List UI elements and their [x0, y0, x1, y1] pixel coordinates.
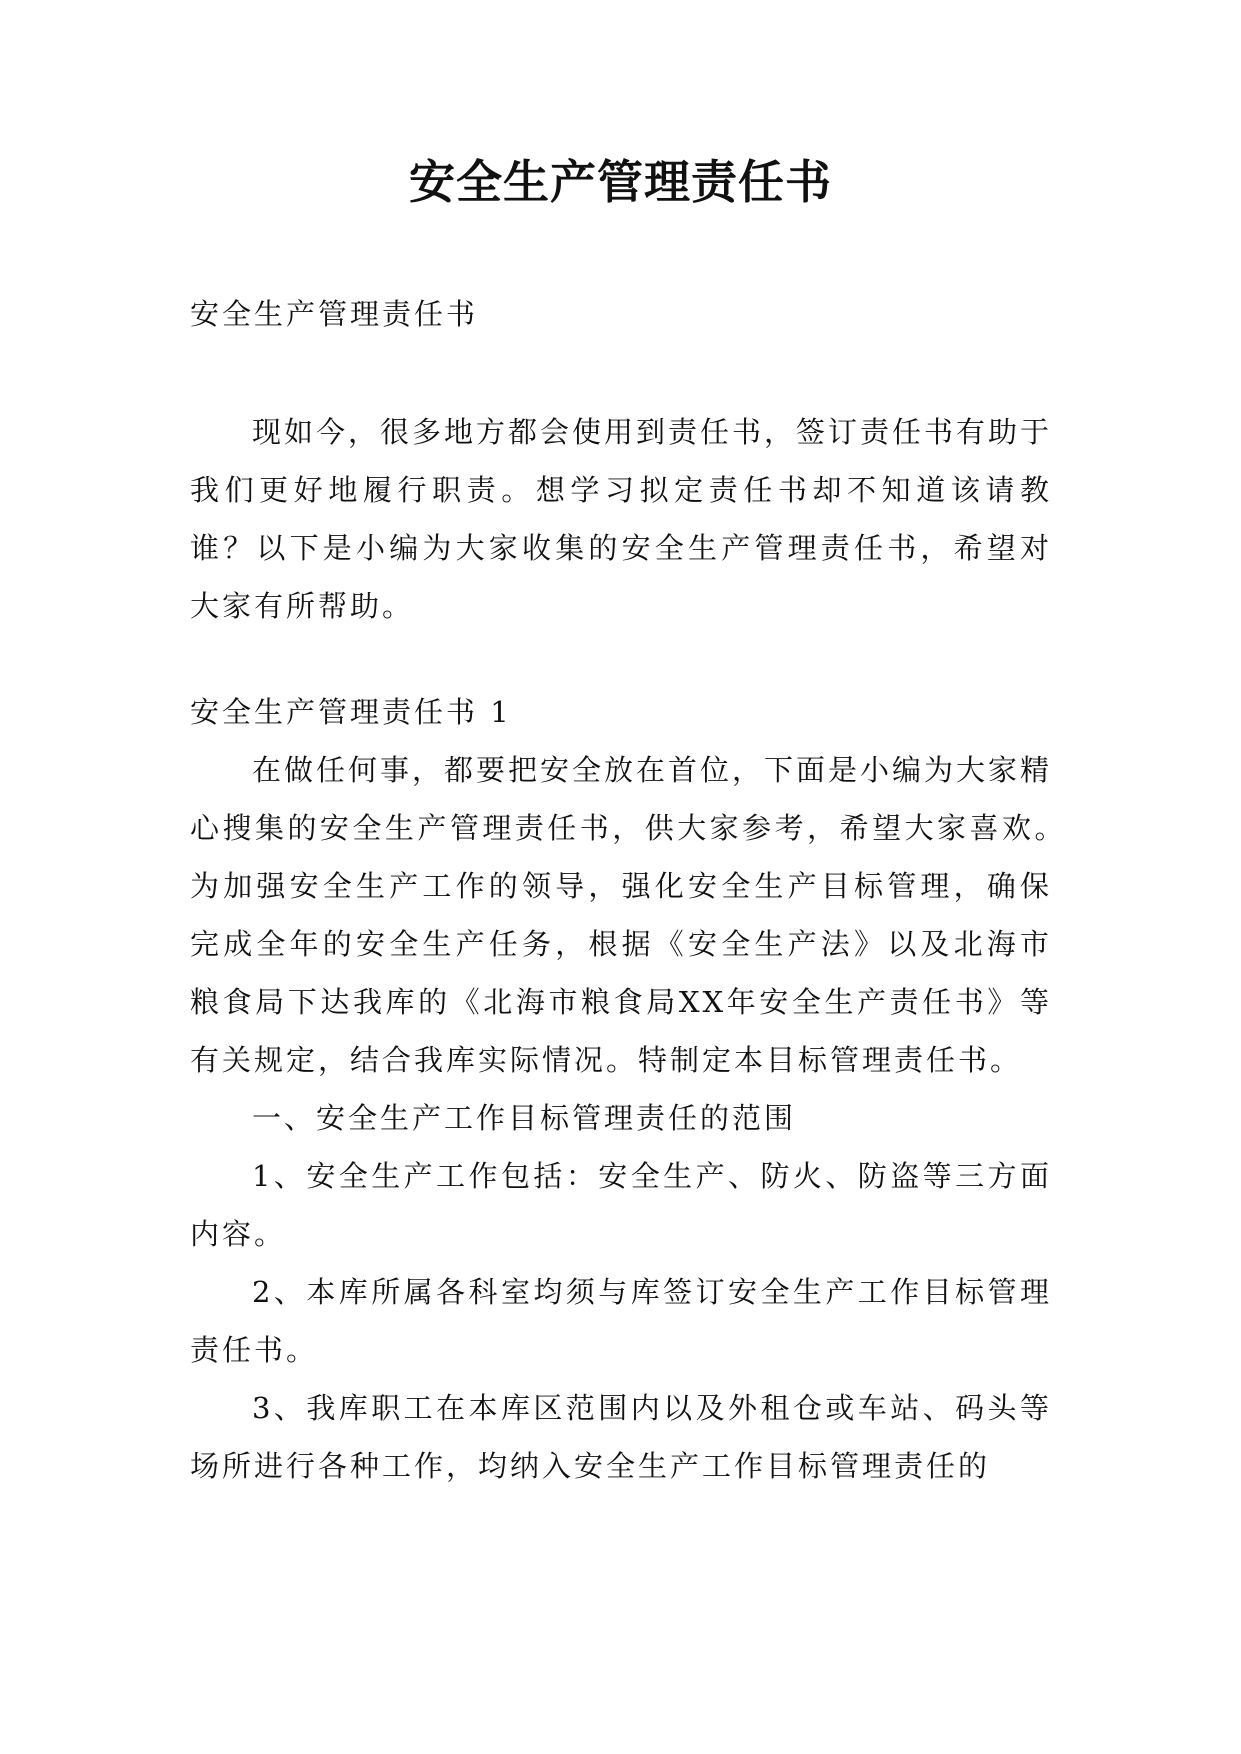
- document-title: 安全生产管理责任书: [409, 155, 832, 209]
- list-item: 1、安全生产工作包括：安全生产、防火、防盗等三方面内容。: [190, 1159, 1052, 1251]
- document-subtitle: 安全生产管理责任书: [190, 297, 479, 331]
- list-item: 3、我库职工在本库区范围内以及外租仓或车站、码头等场所进行各种工作，均纳入安全生产工作目标管理责任的: [190, 1391, 1052, 1483]
- section-heading: 一、安全生产工作目标管理责任的范围: [252, 1101, 797, 1135]
- intro-paragraph: 现如今，很多地方都会使用到责任书，签订责任书有助于我们更好地履行职责。想学习拟定责任书却不知道该请教谁？以下是小编为大家收集的安全生产管理责任书，希望对大家有所帮助。: [190, 415, 1053, 623]
- document-body: [190, 285, 1117, 1495]
- section-title: 安全生产管理责任书 1: [190, 695, 512, 729]
- section-paragraph: 在做任何事，都要把安全放在首位，下面是小编为大家精心搜集的安全生产管理责任书，供大家参考，希望大家喜欢。 为加强安全生产工作的领导，强化安全生产目标管理，确保完成全年的安全生产任务，根据《安全生产法》以及北海市粮食局下达我库的《北海市粮食局XX年安全生产责任书》等有关规定，结合我库实际情况。特制定本目标管理责任书。: [190, 753, 1117, 1077]
- list-item: 2、本库所属各科室均须与库签订安全生产工作目标管理责任书。: [190, 1275, 1052, 1367]
